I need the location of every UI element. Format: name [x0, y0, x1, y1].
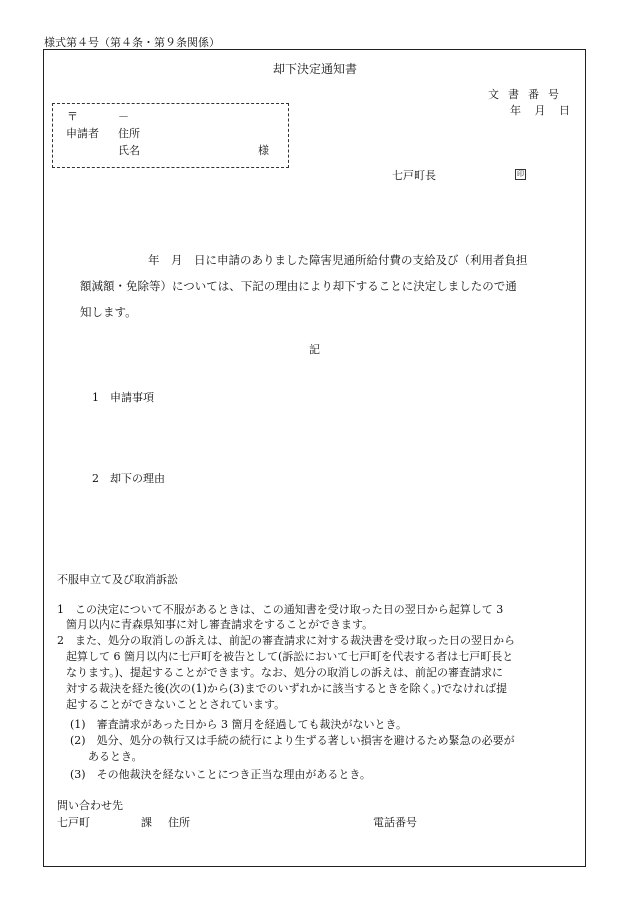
appeal-clause-2-line1: (2) 処分、処分の執行又は手続の続行により生ずる著しい損害を避けるため緊急の必要が	[70, 734, 515, 747]
body-line-3: 知します。	[80, 305, 137, 319]
name-label: 氏名	[118, 144, 140, 157]
appeal-p2-line1: 2 また、処分の取消しの訴えは、前記の審査請求に対する裁決書を受け取った日の翌日から	[57, 634, 515, 647]
appeal-heading: 不服申立て及び取消訴訟	[57, 573, 178, 586]
appeal-p2-line4: 対する裁決を経た後(次の(1)から(3)までのいずれかに該当するときを除く。)でなければ提	[66, 682, 508, 695]
document-number-label: 文書番号	[488, 88, 568, 101]
date-month: 月	[534, 104, 546, 117]
issuer: 七戸町長	[392, 169, 436, 182]
date-year: 年	[510, 104, 521, 117]
appeal-clause-1: (1) 審査請求があった日から 3 箇月を経過しても裁決がないとき。	[70, 718, 408, 731]
contact-address: 住所	[168, 816, 190, 829]
date-line	[500, 102, 570, 118]
contact-phone: 電話番号	[373, 816, 417, 829]
item-reason: 2 却下の理由	[92, 472, 165, 485]
applicant-label: 申請者	[66, 127, 99, 140]
honorific: 様	[258, 144, 269, 157]
body-line-2: 額減額・免除等）については、下記の理由により却下することに決定しましたので通	[80, 279, 517, 293]
postal-mark: 〒	[67, 110, 78, 123]
ki-mark: 記	[309, 343, 320, 356]
postal-dash: －	[118, 110, 129, 123]
date-day: 日	[559, 104, 570, 117]
contact-town: 七戸町	[57, 816, 90, 829]
appeal-p2-line3: なります。)、提起することができます。なお、処分の取消しの訴えは、前記の審査請求に	[66, 666, 504, 679]
address-label: 住所	[118, 127, 140, 140]
form-number: 様式第４号（第４条・第９条関係）	[44, 36, 220, 49]
appeal-clause-2-line2: あるとき。	[88, 750, 143, 763]
document-title: 却下決定通知書	[272, 62, 357, 76]
seal-icon: 印	[517, 169, 524, 178]
contact-section: 課	[141, 816, 152, 829]
contact-heading: 問い合わせ先	[57, 799, 123, 812]
appeal-p1-line1: 1 この決定について不服があるときは、この通知書を受け取った日の翌日から起算して 3	[57, 603, 504, 616]
appeal-p1-line2: 箇月以内に青森県知事に対し審査請求をすることができます。	[66, 618, 374, 631]
appeal-clause-3: (3) その他裁決を経ないことにつき正当な理由があるとき。	[70, 768, 371, 781]
body-line-1: 年 月 日に申請のありました障害児通所給付費の支給及び（利用者負担	[148, 253, 528, 267]
appeal-p2-line5: 起することができないこととされています。	[66, 698, 286, 711]
appeal-p2-line2: 起算して 6 箇月以内に七戸町を被告として(訴訟において七戸町を代表する者は七戸町長と	[66, 650, 514, 663]
item-application: 1 申請事項	[92, 391, 154, 404]
